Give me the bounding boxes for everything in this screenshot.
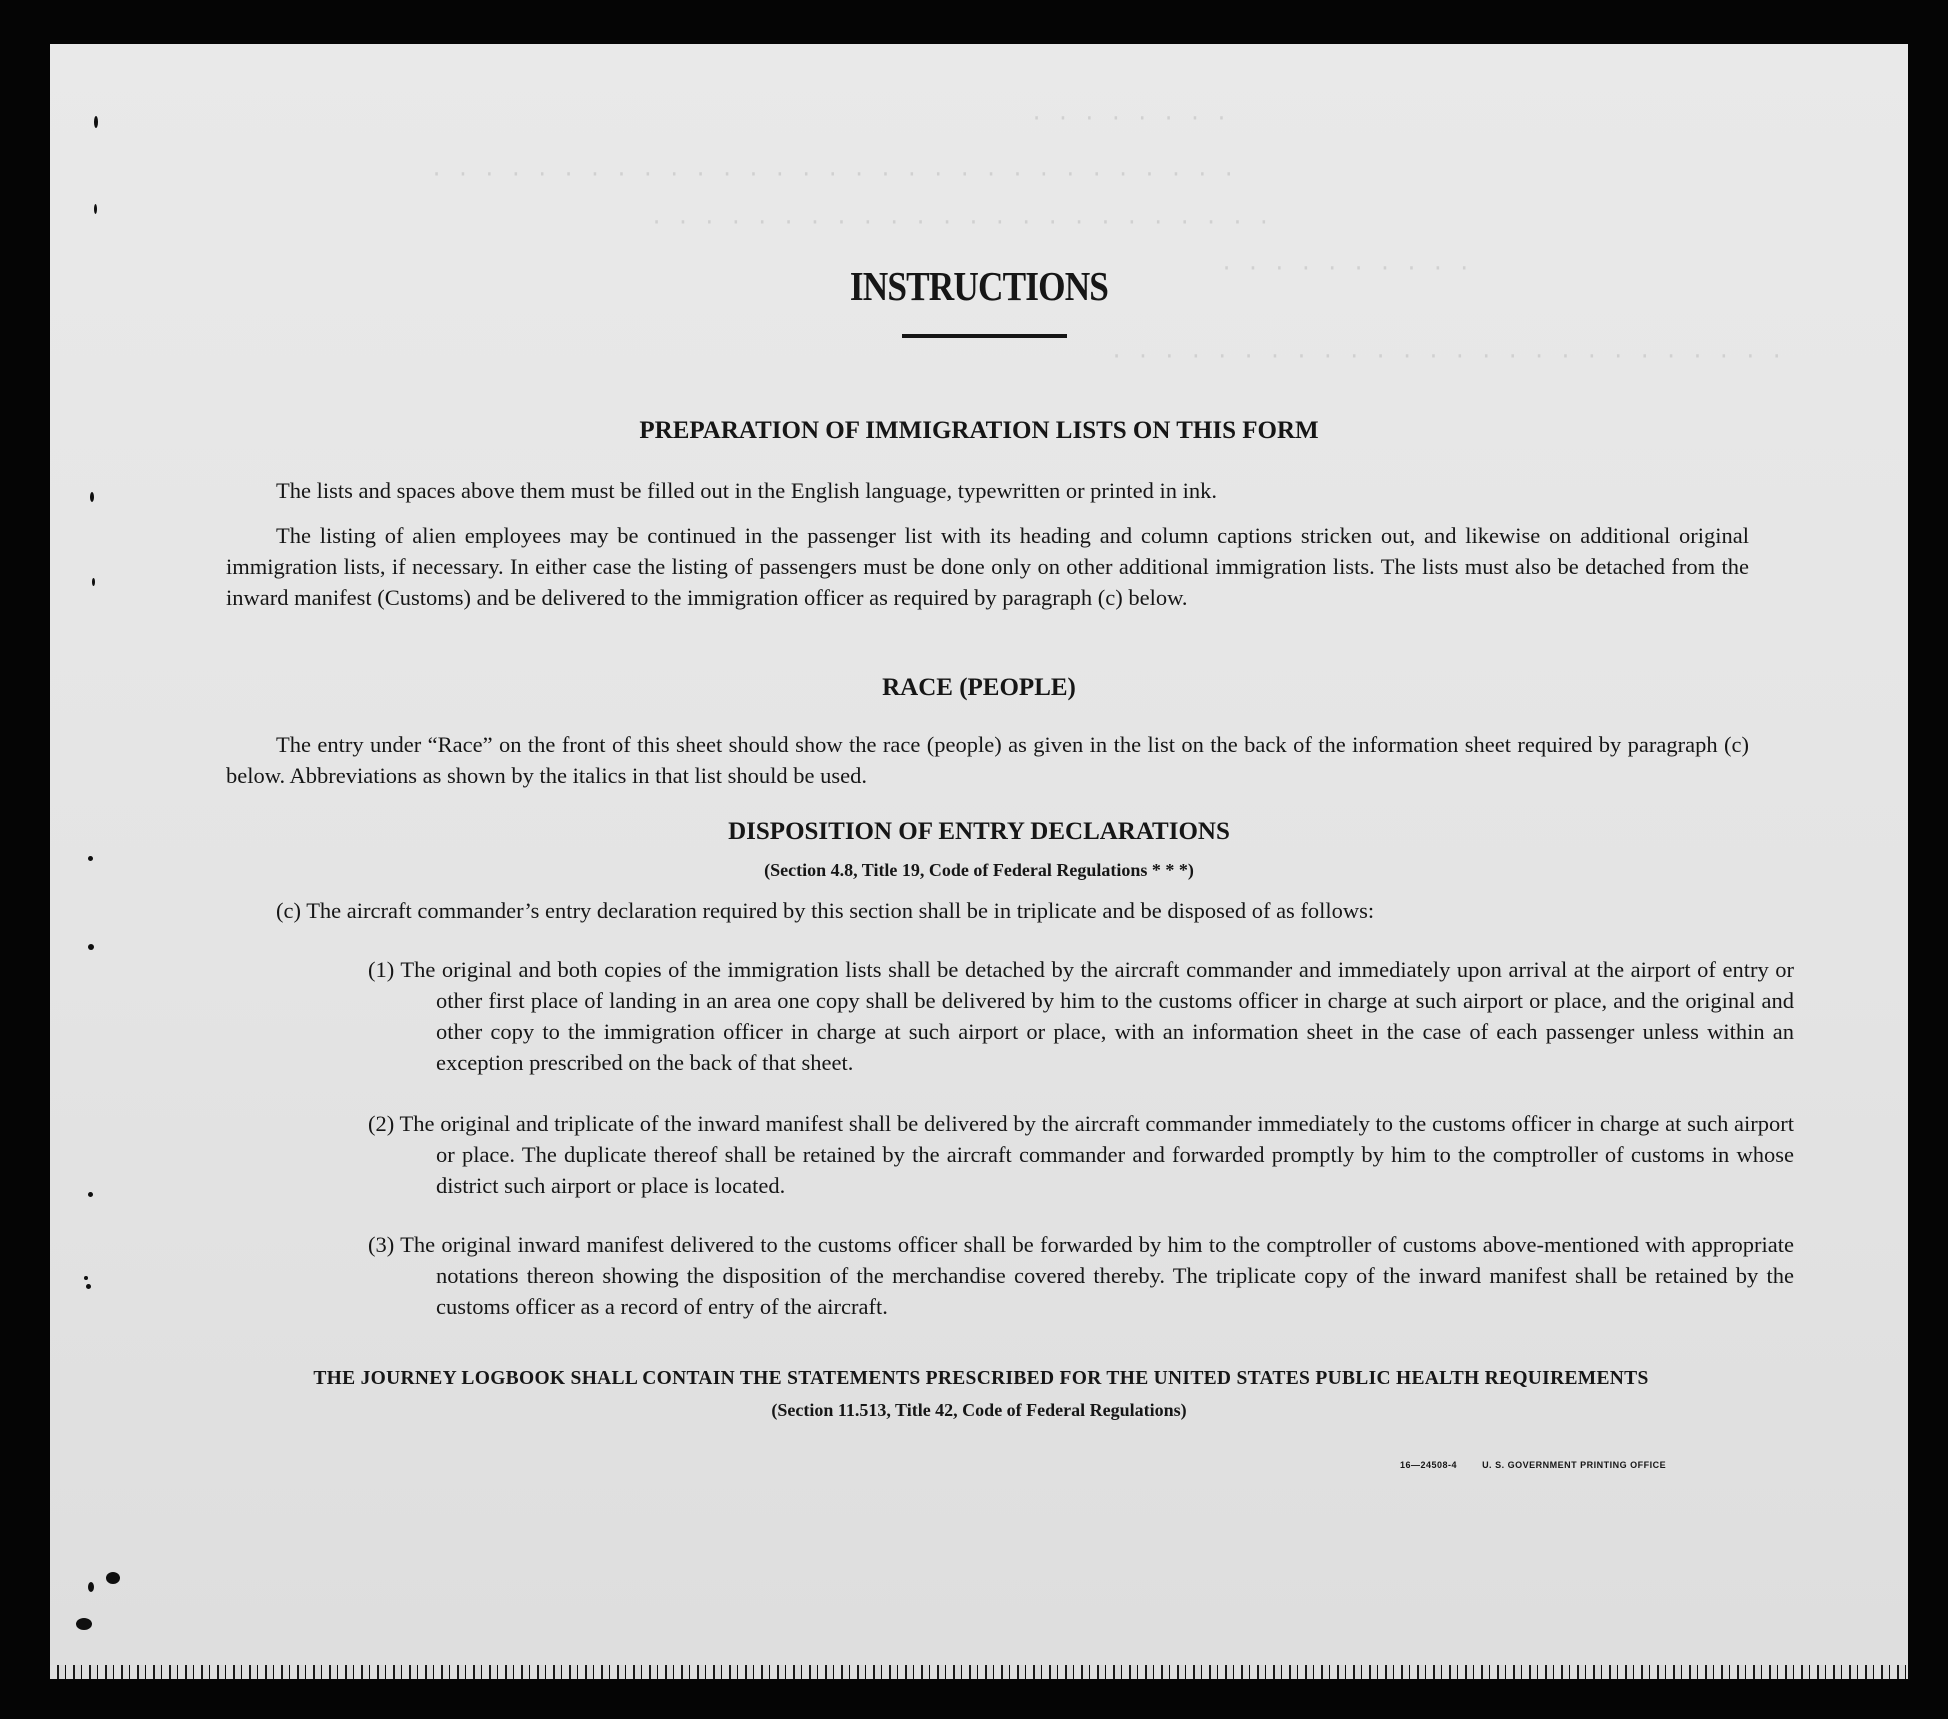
bleed-through-text: · · · · · · · · · · · · · · · · · · · · · · · · · · xyxy=(1110,344,1784,369)
printer-imprint xyxy=(1400,1460,1688,1470)
preparation-paragraph-2: The listing of alien employees may be continued in the passenger list with its heading and column captions stricken out, and likewise on additional original immigration lists, if necessary. In either case the listing of passengers must be done only on other additional immigration lists. The lists must also be detached from the inward manifest (Customs) and be delivered to the immigration officer as required by paragraph (c) below. xyxy=(226,523,1749,610)
page-title: INSTRUCTIONS xyxy=(849,263,1109,309)
journey-logbook-statement: THE JOURNEY LOGBOOK SHALL CONTAIN THE STATEMENTS PRESCRIBED FOR THE UNITED STATES PUBLIC HEALTH REQUIREMENTS xyxy=(313,1368,1649,1389)
section-heading-race: RACE (PEOPLE) xyxy=(882,674,1076,701)
torn-edge xyxy=(50,1665,1908,1679)
section-heading-preparation: PREPARATION OF IMMIGRATION LISTS ON THIS FORM xyxy=(639,417,1319,444)
journey-logbook-citation: (Section 11.513, Title 42, Code of Federal Regulations) xyxy=(771,1400,1187,1420)
bleed-through-text: · · · · · · · · · · xyxy=(1220,256,1471,281)
preparation-paragraph-1: The lists and spaces above them must be filled out in the English language, typewritten or printed in ink. xyxy=(276,478,1218,503)
disposition-item-2: (2) The original and triplicate of the inward manifest shall be delivered by the aircraft commander immediately to the customs officer in charge at such airport or place. The duplicate thereof shall be retained by the aircraft commander and forwarded promptly by him to the comptroller of customs in whose district such airport or place is located. xyxy=(368,1111,1794,1198)
bleed-through-text: · · · · · · · · · · · · · · · · · · · · · · · · · · · · · · · xyxy=(430,162,1236,187)
disposition-citation: (Section 4.8, Title 19, Code of Federal Regulations * * *) xyxy=(764,860,1194,880)
printer-name: U. S. GOVERNMENT PRINTING OFFICE xyxy=(1482,1460,1667,1470)
disposition-intro: (c) The aircraft commander’s entry declaration required by this section shall be in triplicate and be disposed of as follows: xyxy=(276,898,1375,923)
section-heading-disposition: DISPOSITION OF ENTRY DECLARATIONS xyxy=(728,818,1230,845)
document-page xyxy=(50,44,1908,1669)
title-underline xyxy=(902,334,1067,338)
bleed-through-text: · · · · · · · · · · · · · · · · · · · · · · · · xyxy=(650,210,1271,235)
disposition-item-3: (3) The original inward manifest delivered to the customs officer shall be forwarded by him to the comptroller of customs above-mentioned with appropriate notations thereon showing the disposition of the merchandise covered thereby. The triplicate copy of the inward manifest shall be retained by the customs officer as a record of entry of the aircraft. xyxy=(368,1232,1794,1319)
bleed-through-text: · · · · · · · · xyxy=(1030,106,1229,131)
form-number: 16—24508-4 xyxy=(1400,1460,1458,1470)
race-paragraph: The entry under “Race” on the front of this sheet should show the race (people) as given in the list on the back of the information sheet required by paragraph (c) below. Abbreviations as shown by the italics in that list should be used. xyxy=(226,732,1749,788)
disposition-item-1: (1) The original and both copies of the immigration lists shall be detached by the aircraft commander and immediately upon arrival at the airport of entry or other first place of landing in an area one copy shall be delivered by him to the customs officer in charge at such airport or place, and the original and other copy to the immigration officer in charge at such airport or place, with an information sheet in the case of each passenger unless within an exception prescribed on the back of that sheet. xyxy=(368,957,1794,1075)
